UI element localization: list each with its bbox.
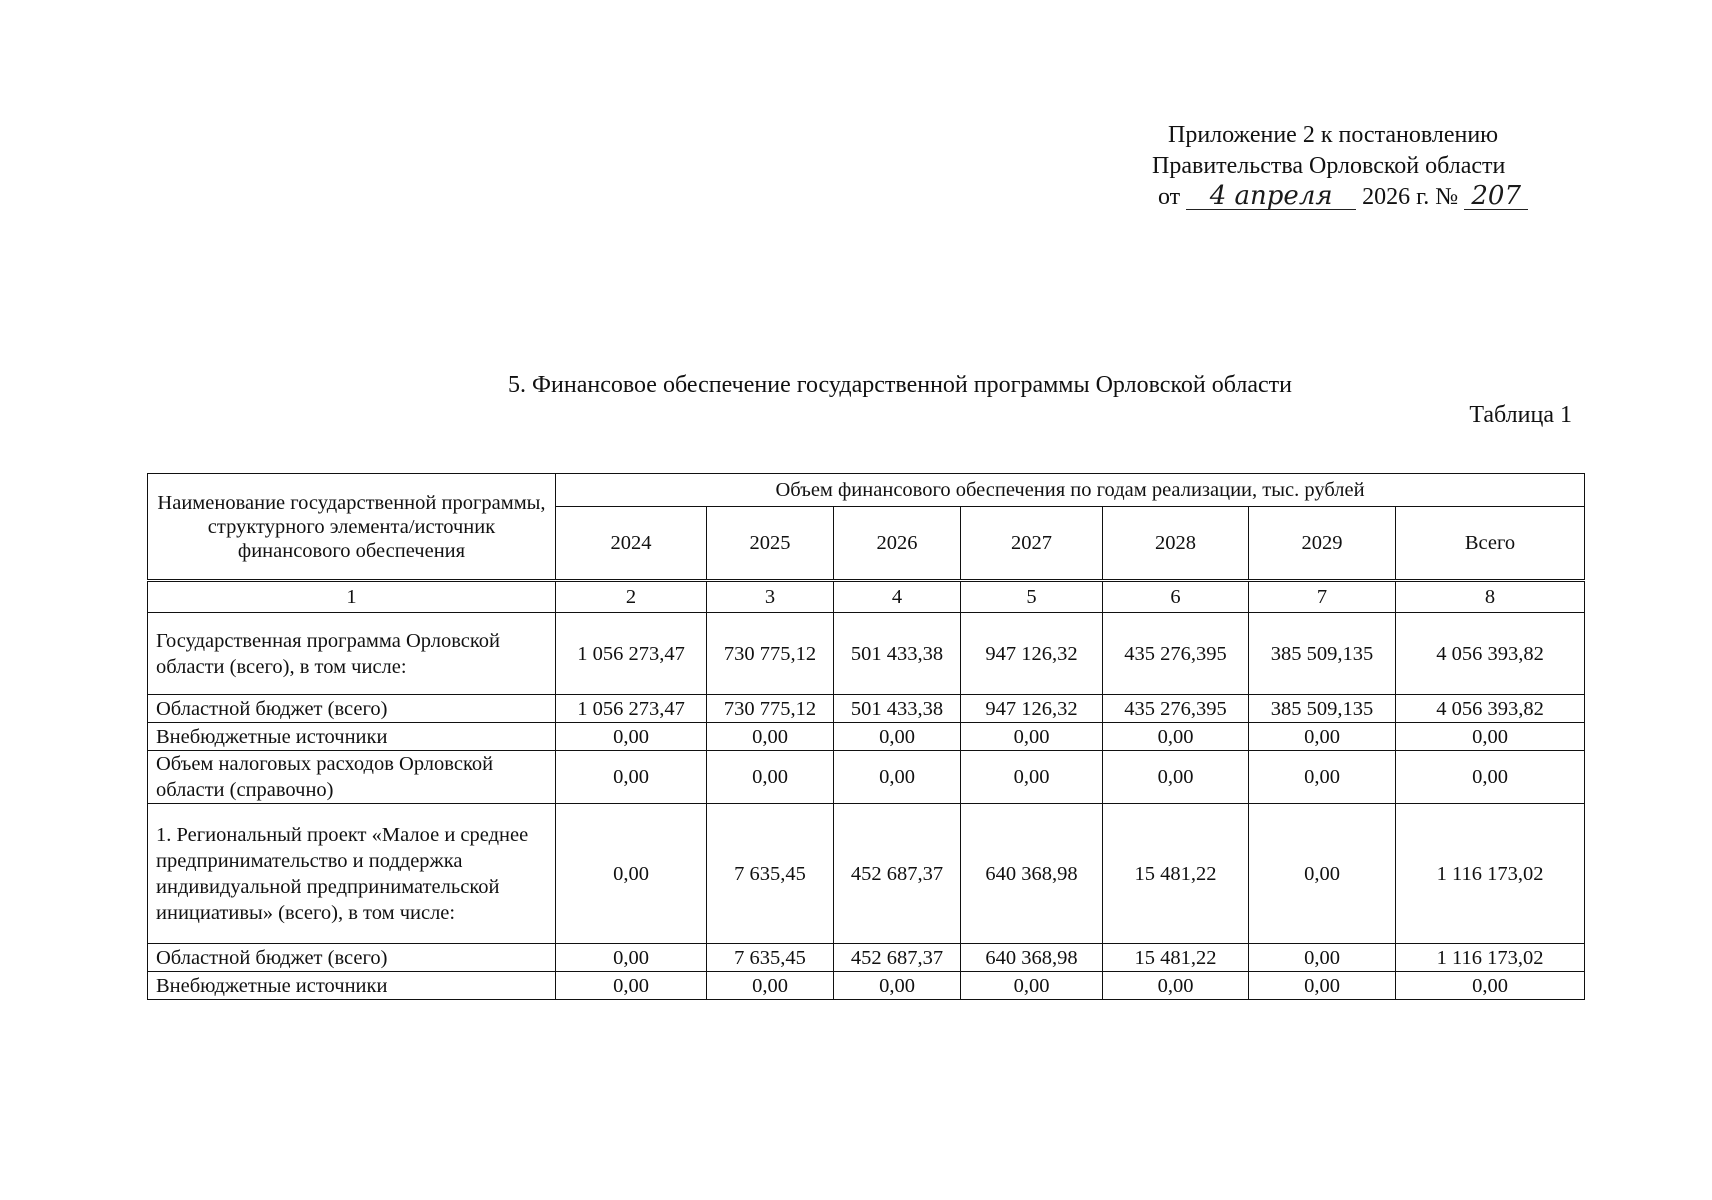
cell-value: 0,00 [707,972,834,1000]
row-name: Внебюджетные источники [148,972,556,1000]
row-name: Внебюджетные источники [148,723,556,751]
cell-value: 0,00 [1249,972,1396,1000]
table-row [148,751,1585,804]
column-number: 6 [1103,581,1249,613]
header-name: Наименование государственной программы, структурного элемента/источник финансового обеспечения [148,474,556,581]
appendix-line-1: Приложение 2 к постановлению [1168,122,1499,148]
column-number: 4 [834,581,961,613]
appendix-line-2: Правительства Орловской области [1152,153,1506,179]
table-row [148,723,1585,751]
cell-value: 435 276,395 [1103,695,1249,723]
cell-value: 4 056 393,82 [1396,613,1585,695]
table-row [148,613,1585,695]
column-number-row [148,581,1585,613]
financing-table [147,473,1585,1000]
cell-value: 0,00 [1103,972,1249,1000]
date-prefix: от [1158,184,1181,210]
cell-value: 501 433,38 [834,695,961,723]
table-row [148,944,1585,972]
row-name: Областной бюджет (всего) [148,695,556,723]
cell-value: 0,00 [1249,723,1396,751]
year-text: 2026 г. № [1362,184,1459,210]
header-year: 2029 [1249,507,1396,581]
table-row [148,695,1585,723]
cell-value: 0,00 [1103,751,1249,804]
cell-value: 0,00 [834,751,961,804]
row-name: Объем налоговых расходов Орловской области (справочно) [148,751,556,804]
cell-value: 1 056 273,47 [556,613,707,695]
column-number: 1 [148,581,556,613]
cell-value: 730 775,12 [707,613,834,695]
column-number: 3 [707,581,834,613]
cell-value: 4 056 393,82 [1396,695,1585,723]
cell-value: 0,00 [1396,723,1585,751]
cell-value: 0,00 [961,723,1103,751]
appendix-date-line [1100,182,1600,213]
table-row [148,972,1585,1000]
cell-value: 15 481,22 [1103,804,1249,944]
handwritten-number: 207 [1464,183,1528,210]
cell-value: 0,00 [707,751,834,804]
cell-value: 435 276,395 [1103,613,1249,695]
cell-value: 0,00 [556,944,707,972]
column-number: 5 [961,581,1103,613]
cell-value: 1 056 273,47 [556,695,707,723]
cell-value: 640 368,98 [961,804,1103,944]
cell-value: 385 509,135 [1249,695,1396,723]
cell-value: 0,00 [1249,751,1396,804]
column-number: 7 [1249,581,1396,613]
cell-value: 0,00 [556,751,707,804]
column-number: 8 [1396,581,1585,613]
cell-value: 7 635,45 [707,944,834,972]
cell-value: 7 635,45 [707,804,834,944]
cell-value: 947 126,32 [961,613,1103,695]
column-number: 2 [556,581,707,613]
header-year: 2024 [556,507,707,581]
header-year: 2027 [961,507,1103,581]
cell-value: 730 775,12 [707,695,834,723]
row-name: Областной бюджет (всего) [148,944,556,972]
cell-value: 1 116 173,02 [1396,804,1585,944]
section-title: 5. Финансовое обеспечение государственной программы Орловской области [508,372,1292,398]
cell-value: 15 481,22 [1103,944,1249,972]
header-year: 2026 [834,507,961,581]
header-group: Объем финансового обеспечения по годам реализации, тыс. рублей [556,474,1585,507]
cell-value: 947 126,32 [961,695,1103,723]
cell-value: 0,00 [1249,944,1396,972]
cell-value: 0,00 [834,972,961,1000]
cell-value: 452 687,37 [834,804,961,944]
cell-value: 0,00 [834,723,961,751]
cell-value: 0,00 [707,723,834,751]
row-name: 1. Региональный проект «Малое и среднее предпринимательство и поддержка индивидуальной предпринимательской инициативы» (всего), в том числе: [148,804,556,944]
cell-value: 640 368,98 [961,944,1103,972]
cell-value: 0,00 [1396,751,1585,804]
appendix-block [1100,120,1600,213]
cell-value: 452 687,37 [834,944,961,972]
cell-value: 0,00 [1396,972,1585,1000]
cell-value: 0,00 [1103,723,1249,751]
cell-value: 0,00 [556,972,707,1000]
cell-value: 0,00 [556,723,707,751]
handwritten-date: 4 апреля [1186,183,1356,210]
cell-value: 501 433,38 [834,613,961,695]
header-year: 2028 [1103,507,1249,581]
cell-value: 385 509,135 [1249,613,1396,695]
cell-value: 0,00 [961,751,1103,804]
header-year: 2025 [707,507,834,581]
header-total: Всего [1396,507,1585,581]
cell-value: 0,00 [1249,804,1396,944]
row-name: Государственная программа Орловской области (всего), в том числе: [148,613,556,695]
cell-value: 0,00 [556,804,707,944]
cell-value: 0,00 [961,972,1103,1000]
table-row [148,804,1585,944]
cell-value: 1 116 173,02 [1396,944,1585,972]
table-label: Таблица 1 [1469,402,1572,428]
